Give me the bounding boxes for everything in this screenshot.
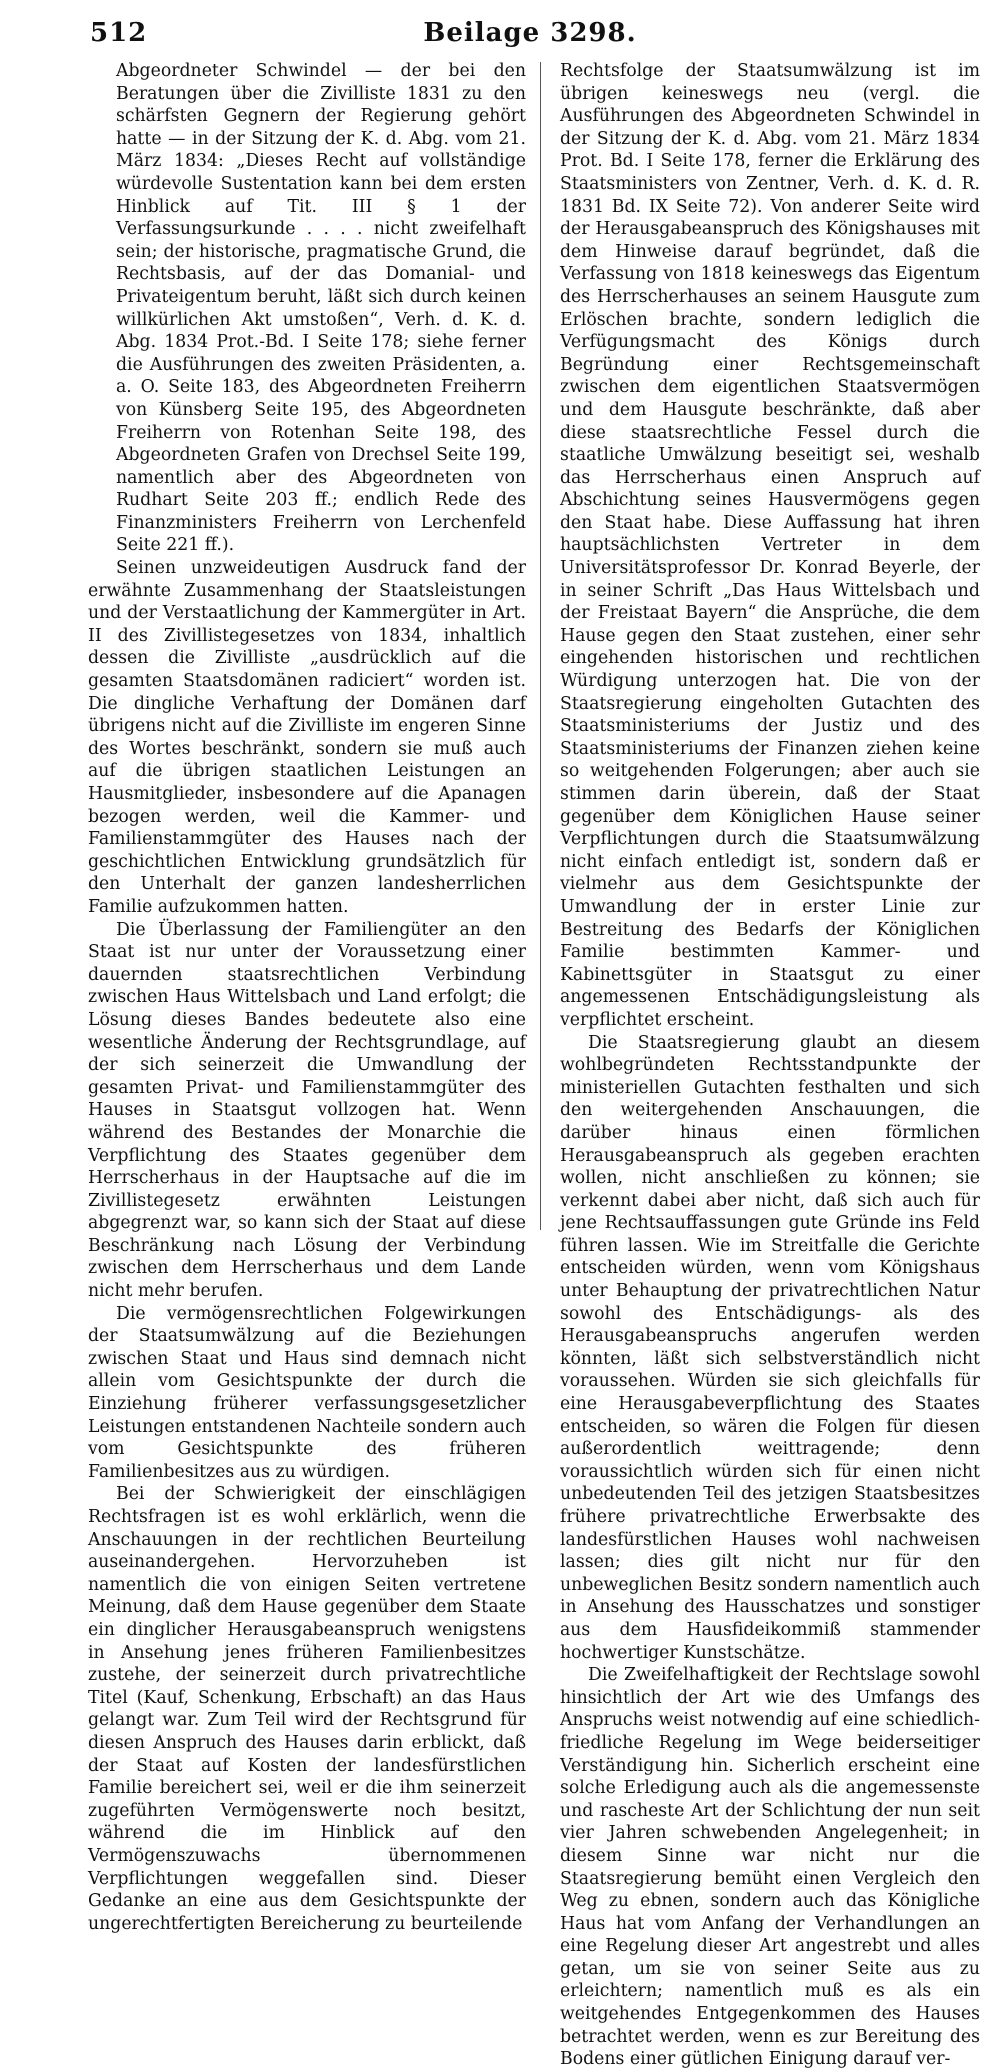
column-divider (540, 62, 541, 1230)
page-number: 512 (90, 18, 148, 48)
body-paragraph: Seinen unzweideutigen Ausdruck fand der erwähnte Zusammenhang der Staatsleistungen und der Verstaatlichung der Kammergüter in Art. II des Zivillistegesetzes von 1834, inhaltlich dessen die Zivilliste „ausdrücklich auf die gesamten Staatsdomänen radiciert“ worden ist. Die dingliche Verhaftung der Domänen darf übrigens nicht auf die Zivilliste im engeren Sinne des Wortes beschränkt, sondern sie muß auch auf die übrigen staatlichen Leistungen an Hausmitglieder, insbesondere auf die Apanagen bezogen werden, weil die Kammer- und Familienstammgüter des Hauses nach der geschichtlichen Entwicklung grundsätzlich für den Unterhalt der ganzen landesherrlichen Familie aufzukommen hatten. (88, 558, 526, 917)
body-paragraph: Die Überlassung der Familiengüter an den Staat ist nur unter der Voraussetzung einer dauernden staatsrechtlichen Verbindung zwischen Haus Wittelsbach und Land erfolgt; die Lösung dieses Bandes bedeutete also eine wesentliche Änderung der Rechtsgrundlage, auf der sich seinerzeit die Umwandlung der gesamten Privat- und Familienstammgüter des Hauses in Staatsgut vollzogen hat. Wenn während des Bestandes der Monarchie die Verpflichtung des Staates gegenüber dem Herrscherhaus in der Hauptsache auf die im Zivillistegesetz erwähnten Leistungen abgegrenzt war, so kann sich der Staat auf diese Beschränkung nach Lösung der Verbindung zwischen dem Herrscherhaus und dem Lande nicht mehr berufen. (88, 919, 526, 1302)
body-paragraph: Die Staatsregierung glaubt an diesem wohlbegründeten Rechtsstandpunkte der ministeriellen Gutachten festhalten und sich den weitergehenden Anschauungen, die darüber hinaus einen förmlichen Herausgabeanspruch als gegeben erachten wollen, nicht anschließen zu können; sie verkennt dabei aber nicht, daß sich auch für jene Rechtsauffassungen gute Gründe ins Feld führen lassen. Wie im Streitfalle die Gerichte entscheiden würden, wenn vom Königshaus unter Behauptung der privatrechtlichen Natur sowohl des Entschädigungs- als des Herausgabeanspruchs angerufen werden könnten, läßt sich selbstverständlich nicht voraussehen. Würden sie sich gleichfalls für eine Herausgabeverpflichtung des Staates entscheiden, so wären die Folgen für diesen außerordentlich weittragende; denn voraussichtlich würden sich für einen nicht unbedeutenden Teil des jetzigen Staatsbesitzes frühere privatrechtliche Erwerbsakte des landesfürstlichen Hauses wohl nachweisen lassen; dies gilt nicht nur für den unbeweglichen Besitz sondern namentlich auch in Ansehung des Hausschatzes und sonstiger aus dem Hausfideikommiß stammender hochwertiger Kunstschätze. (560, 1032, 980, 1663)
page-title: Beilage 3298. (423, 18, 637, 48)
page-header (90, 18, 970, 58)
quoted-footnote-paragraph: Abgeordneter Schwindel — der bei den Beratungen über die Zivilliste 1831 zu den schärfsten Gegnern der Regierung gehört hatte — in der Sitzung der K. d. Abg. vom 21. März 1834: „Dieses Recht auf vollständige würdevolle Sustentation kann bei dem ersten Hinblick auf Tit. III § 1 der Verfassungsurkunde . . . . nicht zweifelhaft sein; der historische, pragmatische Grund, die Rechtsbasis, auf der das Domanial- und Privateigentum beruht, läßt sich durch keinen willkürlichen Akt umstoßen“, Verh. d. K. d. Abg. 1834 Prot.-Bd. I Seite 178; siehe ferner die Ausführungen des zweiten Präsidenten, a. a. O. Seite 183, des Abgeordneten Freiherrn von Künsberg Seite 195, des Abgeordneten Freiherrn von Rotenhan Seite 198, des Abgeordneten Grafen von Drechsel Seite 199, namentlich aber des Abgeordneten von Rudhart Seite 203 ff.; endlich Rede des Finanzministers Freiherrn von Lerchenfeld Seite 221 ff.). (116, 61, 526, 556)
body-paragraph: Die Zweifelhaftigkeit der Rechtslage sowohl hinsichtlich der Art wie des Umfangs des Anspruchs weist notwendig auf eine schiedlich-friedliche Regelung im Wege beiderseitiger Verständigung hin. Sicherlich erscheint eine solche Erledigung auch als die angemessenste und rascheste Art der Schlichtung der nun seit vier Jahren schwebenden Angelegenheit; in diesem Sinne war nicht nur die Staatsregierung bemüht einen Vergleich den Weg zu ebnen, sondern auch das Königliche Haus hat vom Anfang der Verhandlungen an eine Regelung dieser Art angestrebt und alles getan, um sie von seiner Seite aus zu erleichtern; namentlich muß es als ein weitgehendes Entgegenkommen des Hauses betrachtet werden, wenn es zur Bereitung des Bodens einer gütlichen Einigung darauf ver- (560, 1665, 980, 2070)
left-column (88, 60, 526, 1935)
right-column (560, 60, 980, 2071)
body-paragraph: Die vermögensrechtlichen Folgewirkungen der Staatsumwälzung auf die Beziehungen zwischen Staat und Haus sind demnach nicht allein vom Gesichtspunkte der durch die Einziehung früherer verfassungsgesetzlicher Leistungen entstandenen Nachteile sondern auch vom Gesichtspunkte des früheren Familienbesitzes aus zu würdigen. (88, 1303, 526, 1482)
body-paragraph: Rechtsfolge der Staatsumwälzung ist im übrigen keineswegs neu (vergl. die Ausführungen des Abgeordneten Schwindel in der Sitzung der K. d. Abg. vom 21. März 1834 Prot. Bd. I Seite 178, ferner die Erklärung des Staatsministers von Zentner, Verh. d. K. d. R. 1831 Bd. IX Seite 72). Von anderer Seite wird der Herausgabeanspruch des Königshauses mit dem Hinweise darauf begründet, daß die Verfassung von 1818 keineswegs das Eigentum des Herrscherhauses an seinem Hausgute zum Erlöschen brachte, sondern lediglich die Verfügungsmacht des Königs durch Begründung einer Rechtsgemeinschaft zwischen dem eigentlichen Staatsvermögen und dem Hausgute beschränkte, daß aber diese staatsrechtliche Fessel durch die staatliche Umwälzung beseitigt sei, weshalb das Herrscherhaus einen Anspruch auf Abschichtung seines Hausvermögens gegen den Staat habe. Diese Auffassung hat ihren hauptsächlichsten Vertreter in dem Universitätsprofessor Dr. Konrad Beyerle, der in seiner Schrift „Das Haus Wittelsbach und der Freistaat Bayern“ die Ansprüche, die dem Hause gegen den Staat zustehen, einer sehr eingehenden historischen und rechtlichen Würdigung unterzogen hat. Die von der Staatsregierung eingeholten Gutachten des Staatsministeriums der Justiz und des Staatsministeriums der Finanzen ziehen keine so weitgehenden Folgerungen; aber auch sie stimmen darin überein, daß der Staat gegenüber dem Königlichen Hause seiner Verpflichtungen durch die Staatsumwälzung nicht einfach entledigt ist, sondern daß er vielmehr aus dem Gesichtspunkte der Umwandlung der in erster Linie zur Bestreitung des Bedarfs der Königlichen Familie bestimmten Kammer- und Kabinettsgüter in Staatsgut zu einer angemessenen Entschädigungsleistung als verpflichtet erscheint. (560, 61, 980, 1030)
body-paragraph: Bei der Schwierigkeit der einschlägigen Rechtsfragen ist es wohl erklärlich, wenn die Anschauungen in der rechtlichen Beurteilung auseinandergehen. Hervorzuheben ist namentlich die von einigen Seiten vertretene Meinung, daß dem Hause gegenüber dem Staate ein dinglicher Herausgabeanspruch wenigstens in Ansehung jenes früheren Familienbesitzes zustehe, der seinerzeit durch privatrechtliche Titel (Kauf, Schenkung, Erbschaft) an das Haus gelangt war. Zum Teil wird der Rechtsgrund für diesen Anspruch des Hauses darin erblickt, daß der Staat auf Kosten der landesfürstlichen Familie bereichert sei, weil er die ihm seinerzeit zugeführten Vermögenswerte noch besitzt, während die im Hinblick auf den Vermögenszuwachs übernommenen Verpflichtungen weggefallen sind. Dieser Gedanke an eine aus dem Gesichtspunkte der ungerechtfertigten Bereicherung zu beurteilende (88, 1484, 526, 1934)
